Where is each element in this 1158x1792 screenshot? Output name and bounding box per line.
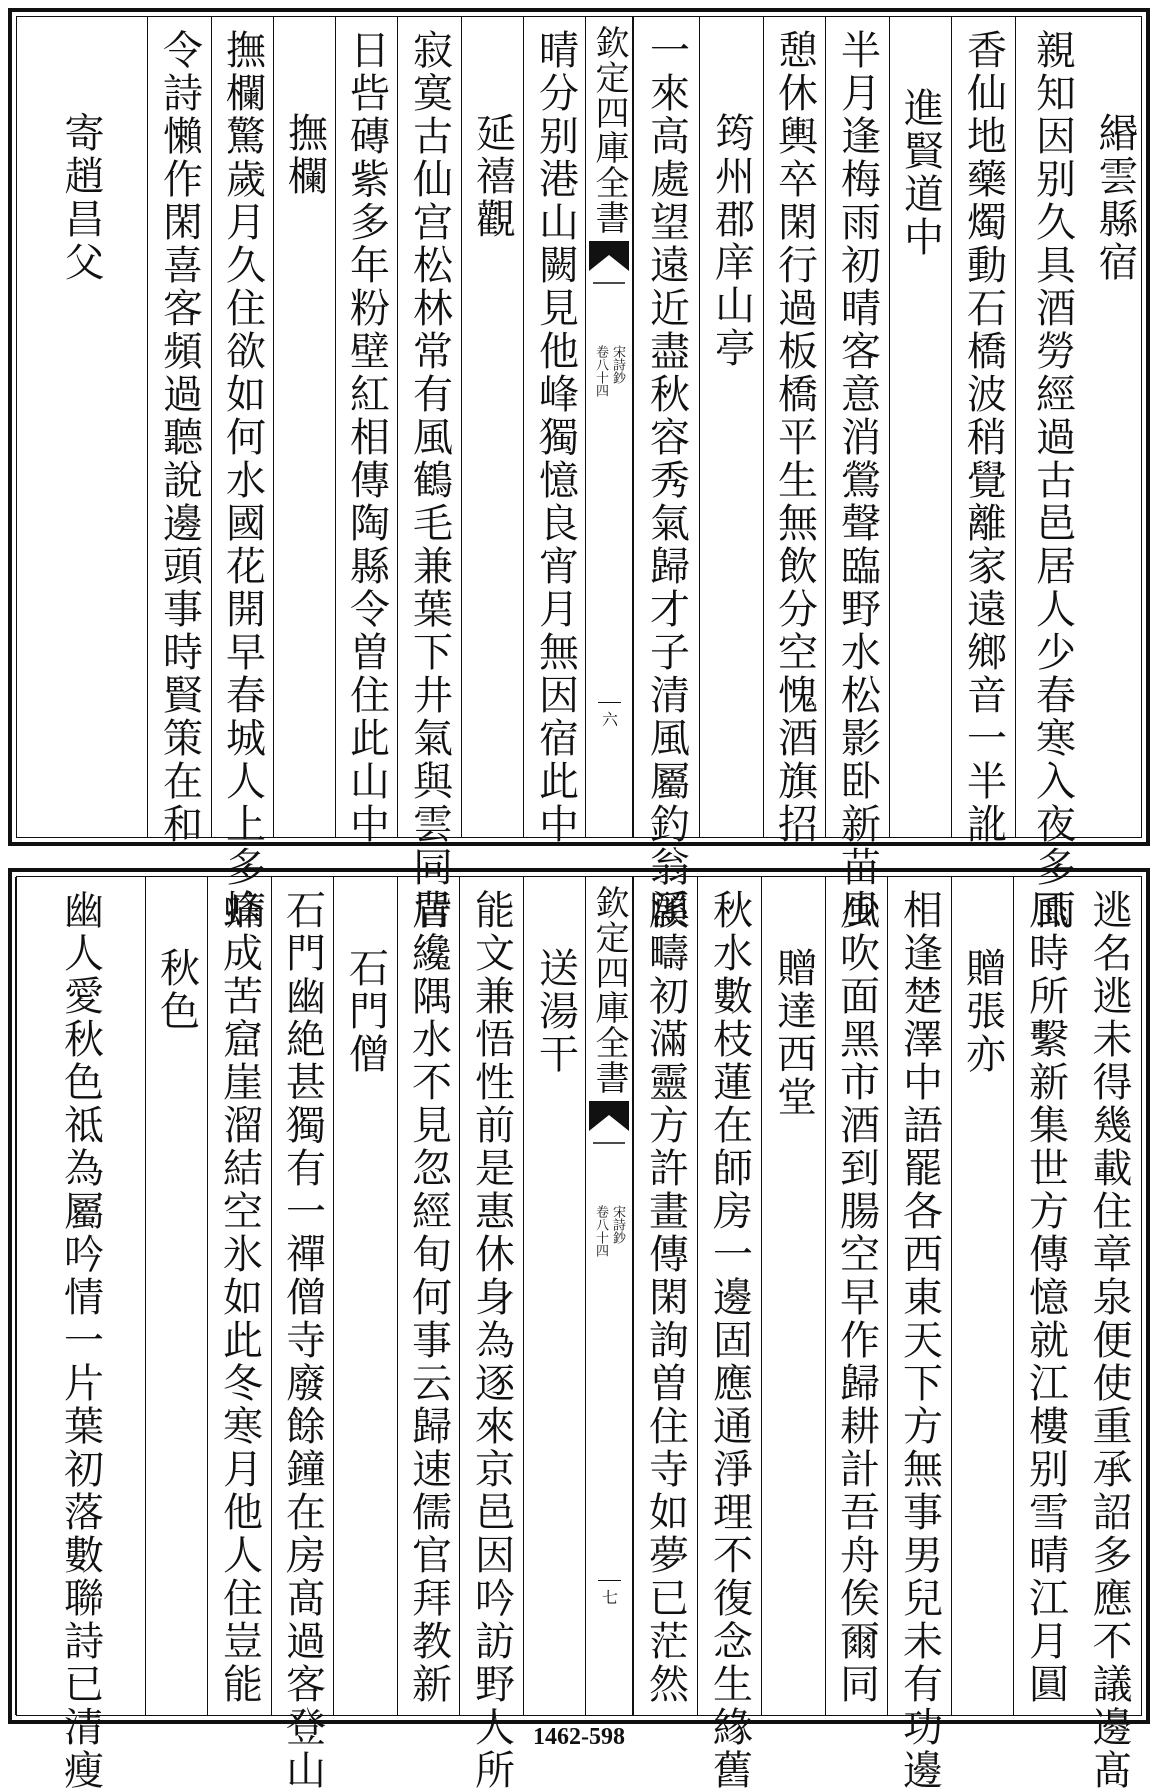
- poem-title: 贈達西堂: [761, 877, 825, 1715]
- book-title: 宋詩鈔: [610, 1205, 625, 1244]
- text-column: 半月逢梅雨初晴客意消鶯聲臨野水松影卧新苗少: [825, 17, 889, 837]
- library-title: 欽定四庫全書: [589, 885, 629, 1095]
- poem-title: 筠州郡庠山亭: [699, 17, 763, 837]
- poem-title: 秋色: [145, 877, 207, 1715]
- text-column: 憩休輿卒閑行過板橋平生無飲分空愧酒旗招: [763, 17, 825, 837]
- poem-title: 送湯干: [523, 877, 587, 1715]
- text-column: 居纔隅水不見忽經旬何事云歸速儒官拜教新: [397, 877, 459, 1715]
- book-info: [594, 345, 624, 397]
- page-number: 六: [598, 702, 621, 727]
- poem-title: 贈張亦: [951, 877, 1013, 1715]
- fish-tail-mark-icon: [589, 241, 629, 305]
- page-upper-frame: [16, 16, 1142, 932]
- center-fold: [585, 17, 633, 837]
- book-title: 宋詩鈔: [610, 345, 625, 384]
- poem-title: 石門僧: [333, 877, 397, 1715]
- text-column: 相逢楚澤中語罷各西東天下方無事男兒未有功邊: [887, 877, 951, 1715]
- text-column: 晴分别港山闕見他峰獨憶良宵月無因宿此中: [523, 17, 587, 837]
- page-reference-number: 1462-598: [533, 1724, 625, 1750]
- text-column: 幽人愛秋色祗為屬吟情一片葉初落數聯詩已清瘦: [15, 877, 145, 1715]
- center-fold: [585, 877, 633, 1715]
- text-column: 令詩懶作閑喜客頻過聽說邊頭事時賢策在和: [147, 17, 211, 837]
- text-column: 日呰磚紫多年粉壁紅相傳陶縣令曽住此山中: [335, 17, 397, 837]
- text-column: 香仙地藥燭動石橋波稍覺離家遠鄉音一半訛: [951, 17, 1015, 837]
- text-column: 風時所繫新集世方傳憶就江樓别雪晴江月圓: [1013, 877, 1077, 1715]
- text-column: 風吹面黑市酒到腸空早作歸耕計吾舟俟爾同: [825, 877, 887, 1715]
- poem-title: 進賢道中: [889, 17, 951, 837]
- text-column: 願疇初滿靈方許畫傳閑詢曽住寺如夢已茫然: [633, 877, 697, 1715]
- book-info: [594, 1205, 624, 1257]
- poem-title: 延禧觀: [461, 17, 523, 837]
- text-column: 一來高處望遠近盡秋容秀氣歸才子清風屬釣翁溪: [633, 17, 699, 837]
- text-column: 寂寞古仙宫松林常有風鶴毛兼葉下井氣與雲同背: [397, 17, 461, 837]
- page-upper: [8, 8, 1150, 932]
- poem-title: 寄趙昌父: [58, 112, 104, 284]
- text-column: 逃名逃未得幾載住章泉便使重承詔多應不議邊髙: [1086, 889, 1132, 1792]
- volume-number: 卷八十四: [593, 345, 608, 397]
- fish-tail-mark-icon: [589, 1101, 629, 1165]
- poem-title: 撫欄: [273, 17, 335, 837]
- library-title: 欽定四庫全書: [589, 25, 629, 235]
- poem-title: 緡雲縣宿: [1092, 112, 1138, 284]
- text-column: 能文兼悟性前是惠休身為逐來京邑因吟訪野人所: [459, 877, 523, 1715]
- text-column: 蜂成苦窟崖溜結空氷如此冬寒月他人住豈能: [207, 877, 271, 1715]
- text-column: 石門幽絶甚獨有一禪僧寺廢餘鐘在房髙過客登山: [271, 877, 333, 1715]
- text-column: 秋水數枝蓮在師房一邊固應通淨理不復念生緣舊: [697, 877, 761, 1715]
- page-number: 七: [598, 1580, 621, 1605]
- text-column: 親知因别久具酒勞經過古邑居人少春寒入夜多雨: [1015, 17, 1089, 837]
- volume-number: 卷八十四: [593, 1205, 608, 1257]
- text-column: 撫欄驚歲月久住欲如何水國花開早春城人上多病: [211, 17, 273, 837]
